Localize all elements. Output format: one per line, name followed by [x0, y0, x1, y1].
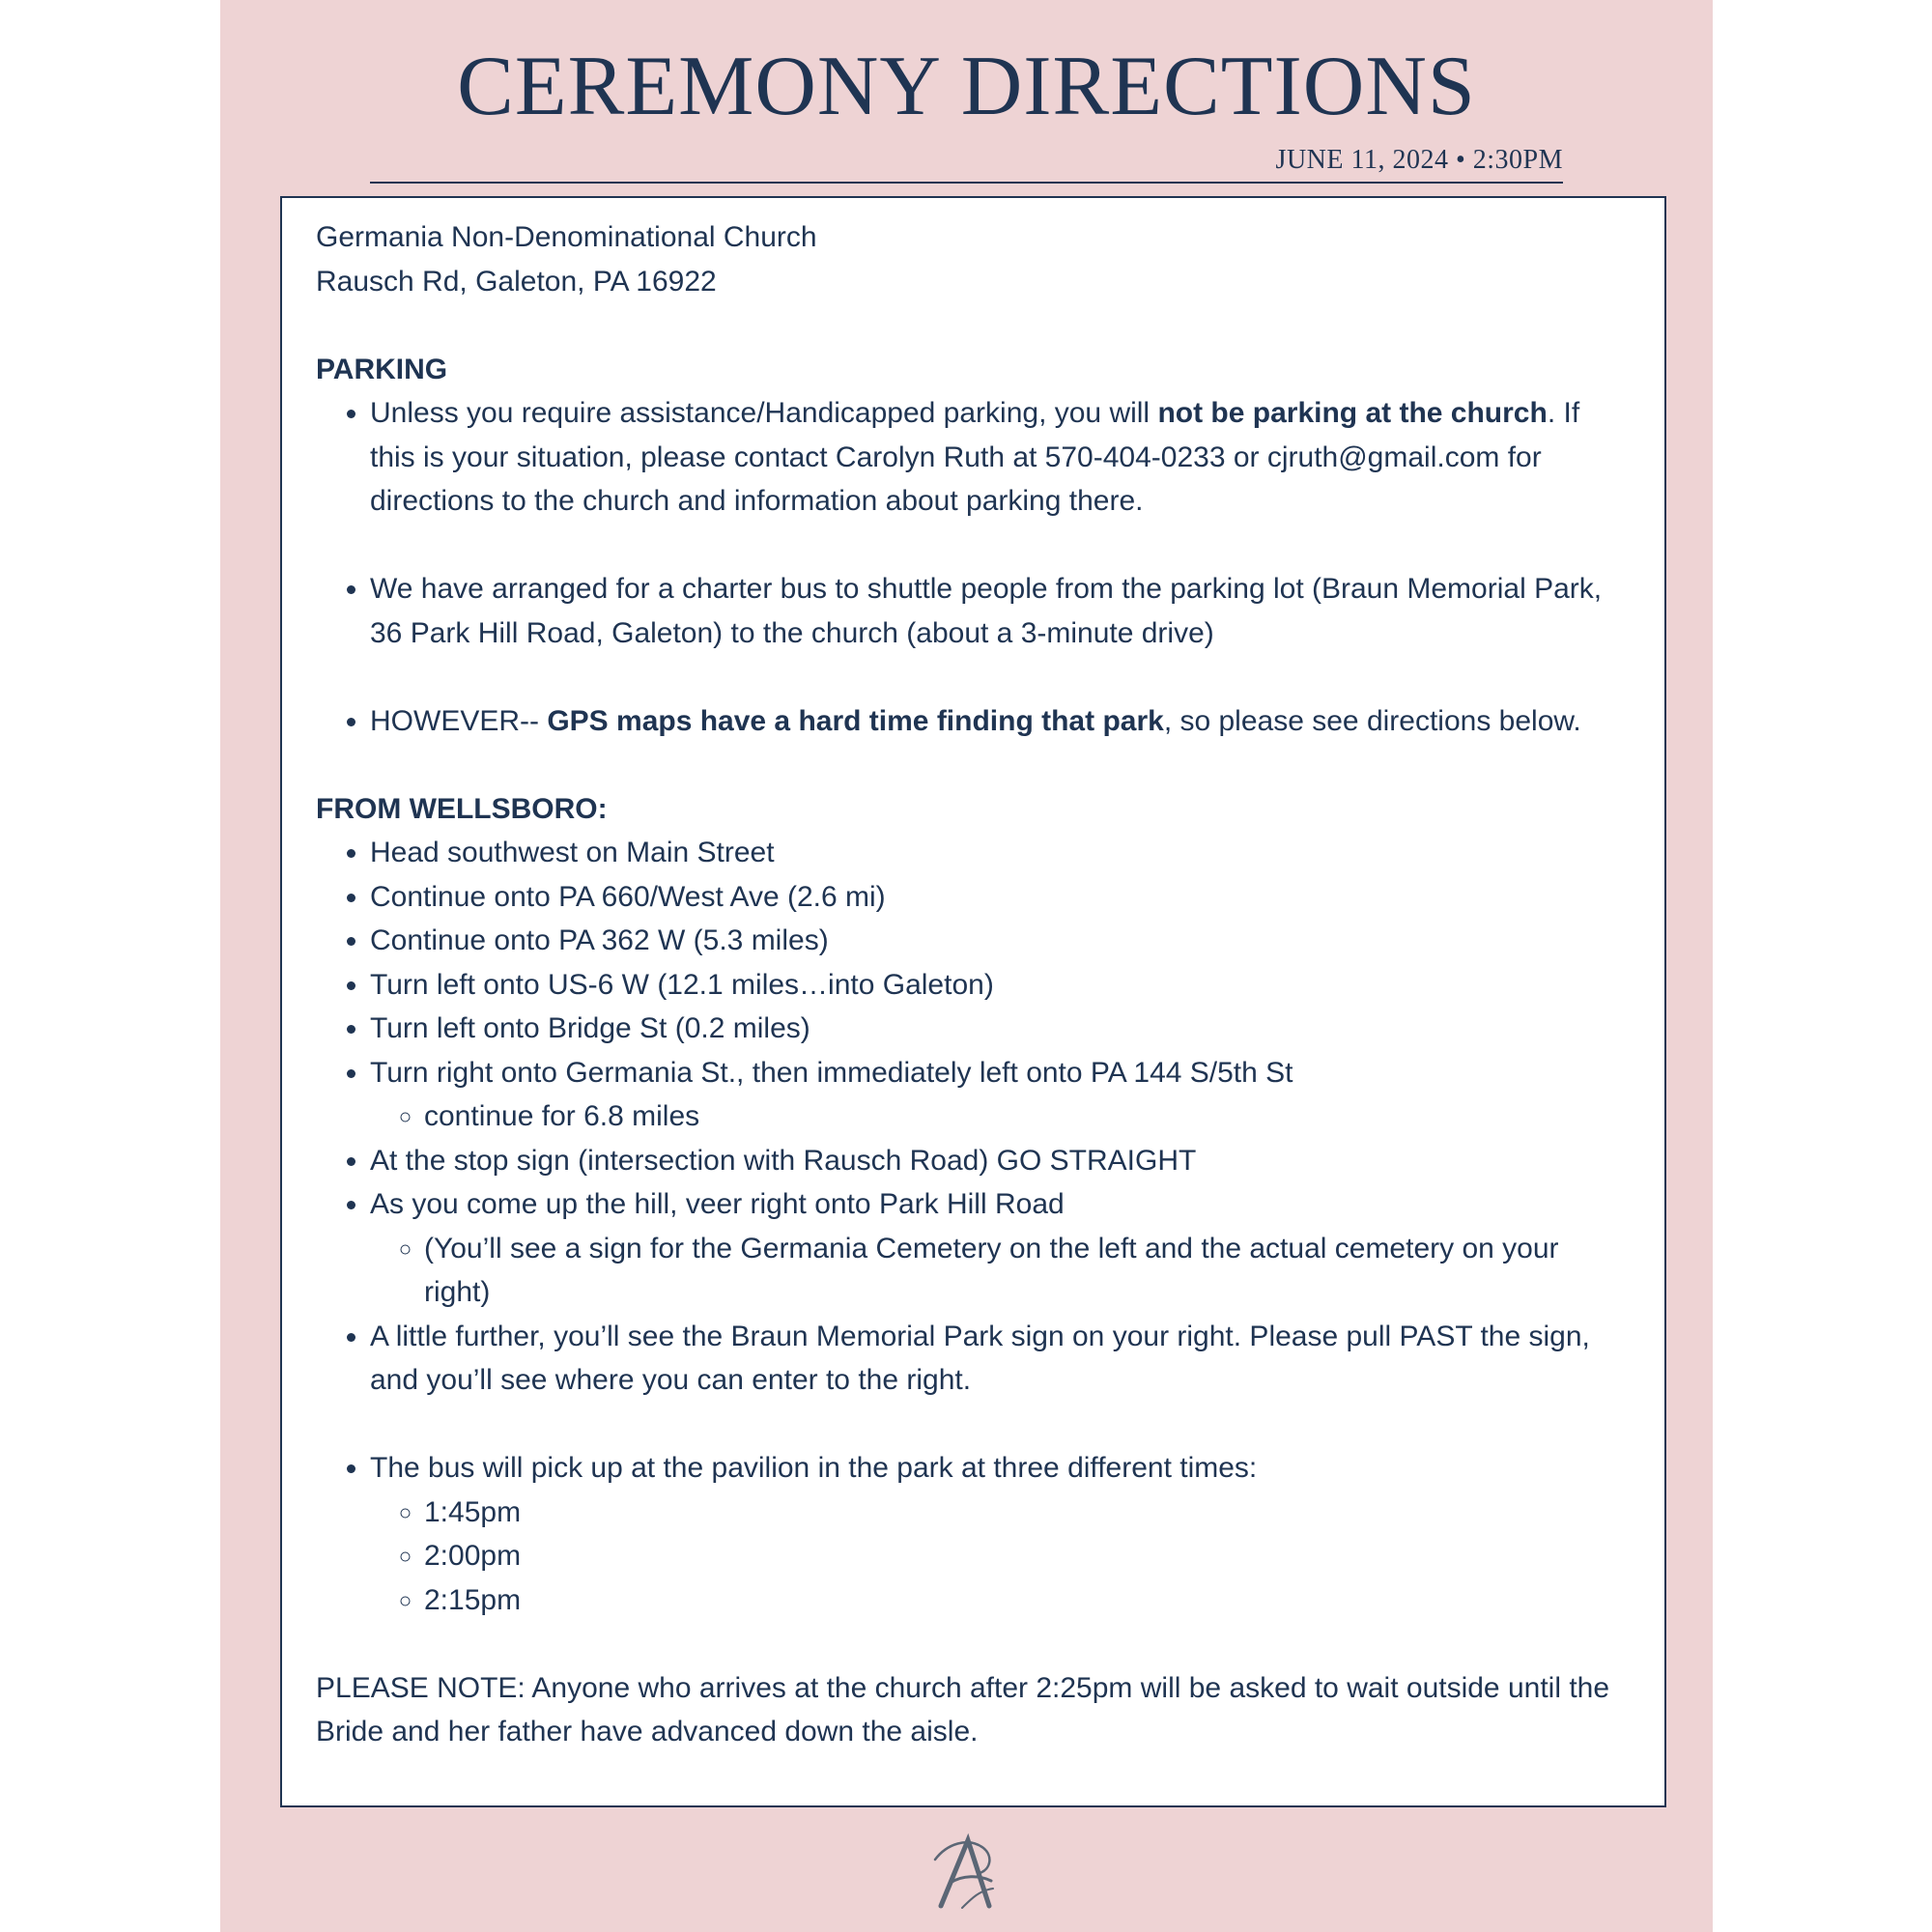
- direction-step: • Continue onto PA 362 W (5.3 miles): [370, 919, 1630, 963]
- direction-step: • Continue onto PA 660/West Ave (2.6 mi): [370, 875, 1630, 920]
- content-box: [280, 196, 1666, 1807]
- direction-substep: ◦ (You’ll see a sign for the Germania Cemetery on the left and the actual cemetery on your right): [424, 1227, 1630, 1315]
- directions-list: [316, 831, 1630, 1403]
- direction-step: • Turn right onto Germania St., then immediately left onto PA 144 S/5th St ◦ continue for 6.8 miles: [370, 1051, 1630, 1139]
- parking-item: • HOWEVER-- GPS maps have a hard time finding that park, so please see directions below.: [370, 699, 1630, 744]
- bus-times: [370, 1491, 1630, 1623]
- bus-time: ◦ 2:15pm: [424, 1578, 1630, 1623]
- direction-step: • Turn left onto US-6 W (12.1 miles…into Galeton): [370, 963, 1630, 1008]
- parking-heading: PARKING: [316, 353, 448, 385]
- bus-time: ◦ 2:00pm: [424, 1534, 1630, 1578]
- event-date: JUNE 11, 2024 • 2:30PM: [1275, 145, 1563, 175]
- please-note: PLEASE NOTE: Anyone who arrives at the church after 2:25pm will be asked to wait outside until the Bride and her father have advanced down the aisle.: [316, 1671, 1610, 1747]
- page-title: CEREMONY DIRECTIONS: [457, 40, 1476, 133]
- venue-address: Rausch Rd, Galeton, PA 16922: [316, 265, 717, 298]
- direction-substep: ◦ continue for 6.8 miles: [424, 1094, 1630, 1139]
- direction-step: • Head southwest on Main Street: [370, 831, 1630, 875]
- direction-step: • Turn left onto Bridge St (0.2 miles): [370, 1007, 1630, 1051]
- bus-time: ◦ 1:45pm: [424, 1491, 1630, 1535]
- parking-item: • We have arranged for a charter bus to shuttle people from the parking lot (Braun Memorial Park, 36 Park Hill Road, Galeton) to the church (about a 3-minute drive): [370, 567, 1630, 655]
- direction-step: • A little further, you’ll see the Braun Memorial Park sign on your right. Please pull PAST the sign, and you’ll see where you can enter to the right.: [370, 1315, 1630, 1403]
- direction-step: • At the stop sign (intersection with Rausch Road) GO STRAIGHT: [370, 1139, 1630, 1183]
- title-divider: [370, 182, 1563, 184]
- monogram-logo: [220, 1831, 1713, 1922]
- venue-name: Germania Non-Denominational Church: [316, 221, 817, 253]
- directions-heading: FROM WELLSBORO:: [316, 792, 608, 825]
- monogram-icon: [923, 1831, 1010, 1918]
- direction-step: • As you come up the hill, veer right onto Park Hill Road ◦ (You’ll see a sign for the Germania Cemetery on the left and the actual cemetery on your right): [370, 1182, 1630, 1315]
- parking-list: [316, 391, 1630, 524]
- parking-item: • Unless you require assistance/Handicapped parking, you will not be parking at the church. If this is your situation, please contact Carolyn Ruth at 570-404-0233 or cjruth@gmail.com for directions to the church and information about parking there.: [370, 391, 1630, 524]
- page-sheet: [220, 0, 1713, 1932]
- bus-info: • The bus will pick up at the pavilion in the park at three different times: ◦ 1:45pm ◦ 2:00pm ◦ 2:15pm: [370, 1446, 1630, 1622]
